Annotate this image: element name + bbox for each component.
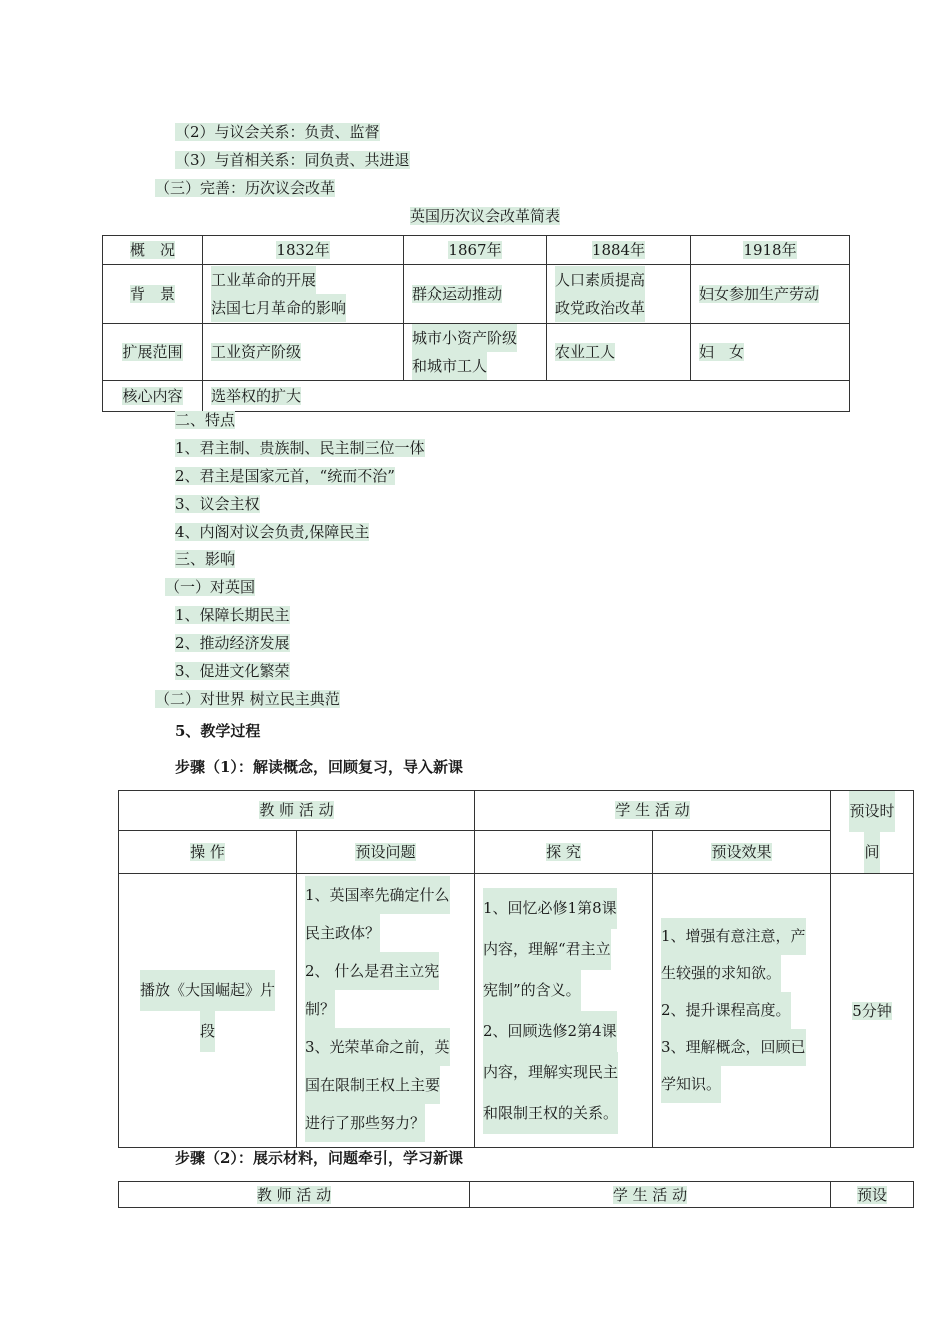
outline-line: 1、君主制、贵族制、民主制三位一体 xyxy=(175,439,425,457)
outline-line: 2、君主是国家元首，“统而不治” xyxy=(175,467,395,485)
table-cell-merged: 选举权的扩大 xyxy=(203,381,850,412)
outline-heading: （一）对英国 xyxy=(165,578,256,596)
table-cell: 群众运动推动 xyxy=(404,265,547,324)
outline-line: 4、内阁对议会负责,保障民主 xyxy=(175,523,370,541)
header-cell: 教 师 活 动 xyxy=(119,791,475,831)
header-cell: 预设问题 xyxy=(297,830,475,873)
header-cell: 1884年 xyxy=(547,236,691,265)
header-cell: 1867年 xyxy=(404,236,547,265)
header-cell: 预设时 间 xyxy=(831,791,914,874)
row-label: 背 景 xyxy=(103,265,203,324)
table-cell: 妇 女 xyxy=(691,324,850,381)
step1-title: 步骤（1）：解读概念，回顾复习，导入新课 xyxy=(175,758,463,776)
outline-line: （2）与议会关系：负责、监督 xyxy=(175,123,380,141)
header-cell: 预设 xyxy=(831,1182,914,1208)
table-cell: 城市小资产阶级 和城市工人 xyxy=(404,324,547,381)
header-cell: 概 况 xyxy=(103,236,203,265)
header-cell: 学 生 活 动 xyxy=(475,791,831,831)
outline-line: 3、议会主权 xyxy=(175,495,260,513)
table-cell: 农业工人 xyxy=(547,324,691,381)
outline-line: 1、保障长期民主 xyxy=(175,606,290,624)
table-caption: 英国历次议会改革简表 xyxy=(409,207,560,225)
operation-cell: 播放《大国崛起》片 段 xyxy=(119,874,297,1148)
outline-heading: 二、特点 xyxy=(175,411,236,429)
section-title: 5、教学过程 xyxy=(175,722,261,740)
table-cell: 妇女参加生产劳动 xyxy=(691,265,850,324)
header-cell: 操 作 xyxy=(119,830,297,873)
row-label: 扩展范围 xyxy=(103,324,203,381)
step2-title: 步骤（2）：展示材料，问题牵引，学习新课 xyxy=(175,1149,463,1167)
step2-table xyxy=(118,1181,914,1208)
step1-table xyxy=(118,790,914,1148)
outline-line: （3）与首相关系：同负责、共进退 xyxy=(175,151,410,169)
reform-table xyxy=(102,235,850,412)
header-cell: 预设效果 xyxy=(653,830,831,873)
header-cell: 1918年 xyxy=(691,236,850,265)
table-cell: 人口素质提高 政党政治改革 xyxy=(547,265,691,324)
header-cell: 教 师 活 动 xyxy=(119,1182,470,1208)
outline-heading: （二）对世界 树立民主典范 xyxy=(155,690,340,708)
header-cell: 探 究 xyxy=(475,830,653,873)
table-cell: 工业资产阶级 xyxy=(203,324,404,381)
questions-cell: 1、英国率先确定什么 民主政体？ 2、 什么是君主立宪 制？ 3、光荣革命之前，英 国在限制王权上主要 进行了那些努力？ xyxy=(297,874,475,1148)
row-label: 核心内容 xyxy=(103,381,203,412)
explore-cell: 1、回忆必修1第8课 内容，理解“君主立 宪制”的含义。 2、回顾选修2第4课 内容，理解实现民主 和限制王权的关系。 xyxy=(475,874,653,1148)
effects-cell: 1、增强有意注意，产 生较强的求知欲。 2、提升课程高度。 3、理解概念，回顾已 学知识。 xyxy=(653,874,831,1148)
header-cell: 1832年 xyxy=(203,236,404,265)
table-cell: 工业革命的开展 法国七月革命的影响 xyxy=(203,265,404,324)
outline-heading: （三）完善：历次议会改革 xyxy=(155,179,336,197)
time-cell: 5分钟 xyxy=(831,874,914,1148)
outline-heading: 三、影响 xyxy=(175,550,236,568)
header-cell: 学 生 活 动 xyxy=(470,1182,831,1208)
outline-line: 3、促进文化繁荣 xyxy=(175,662,290,680)
outline-line: 2、推动经济发展 xyxy=(175,634,290,652)
